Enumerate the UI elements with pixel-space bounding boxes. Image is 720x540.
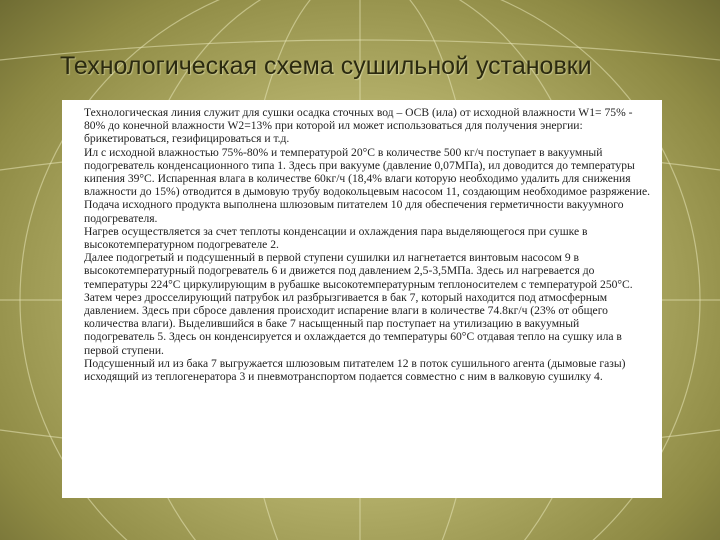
paragraph-vacuum-heater: Ил с исходной влажностью 75%-80% и температурой 20°С в количестве 500 кг/ч поступает в вакуумный подогреватель конденсационного типа 1. Здесь при вакууме (давление 0,07МПа), ил доводится до температуры кипения 39°С. Испаренная влага в количестве 60кг/ч (18,4% влаги которую необходимо удалить для снижения влажности до 15%) отводится в дымовую трубу водокольцевым насосом 11, создающим необходимое разряжение. Подача исходного продукта выполнена шлюзовым питателем 10 для обеспечения герметичности вакуумного подогревателя. xyxy=(84,145,651,225)
paragraph-intro: Технологическая линия служит для сушки осадка сточных вод – ОСВ (ила) от исходной влажности W1= 75% - 80% до конечной влажности W2=13% при которой ил может использоваться для получения энергии: брикетироваться, гезифицироваться и т.д. xyxy=(84,106,633,146)
slide-title: Технологическая схема сушильной установки xyxy=(60,52,592,80)
paragraph-tank-evaporation: Затем через дросселирующий патрубок ил разбрызгивается в бак 7, который находится под атмосферным давлением. Здесь при сбросе давления происходит испарение влаги в количестве 74.8кг/ч (23% от общего количества влаги). Выделившийся в баке 7 насыщенный пар поступает на утилизацию в вакуумный подогреватель 5. Здесь он конденсируется и охлаждается до температуры 60°С отдавая тепло на сушку ила в первой ступени. xyxy=(84,290,622,357)
paragraph-roller-dryer: Подсушенный ил из бака 7 выгружается шлюзовым питателем 12 в поток сушильного агента (дымовые газы) исходящий из теплогенератора 3 и пневмотранспортом подается совместно с ним в валковую сушилку 4. xyxy=(84,356,626,384)
paragraph-high-temp-heater: Далее подогретый и подсушенный в первой ступени сушилки ил нагнетается винтовым насосом 9 в высокотемпературный подогреватель 6 и движется под давлением 2,5-3,5МПа. Здесь ил нагревается до температуры 224°С циркулирующим в рубашке высокотемпературным теплоносителем с температурой 250°С. xyxy=(84,251,633,291)
document-sheet xyxy=(62,100,662,498)
paragraph-heating-source: Нагрев осуществляется за счет теплоты конденсации и охлаждения пара выделяющегося при сушке в высокотемпературном подогревателе 2. xyxy=(84,224,588,252)
